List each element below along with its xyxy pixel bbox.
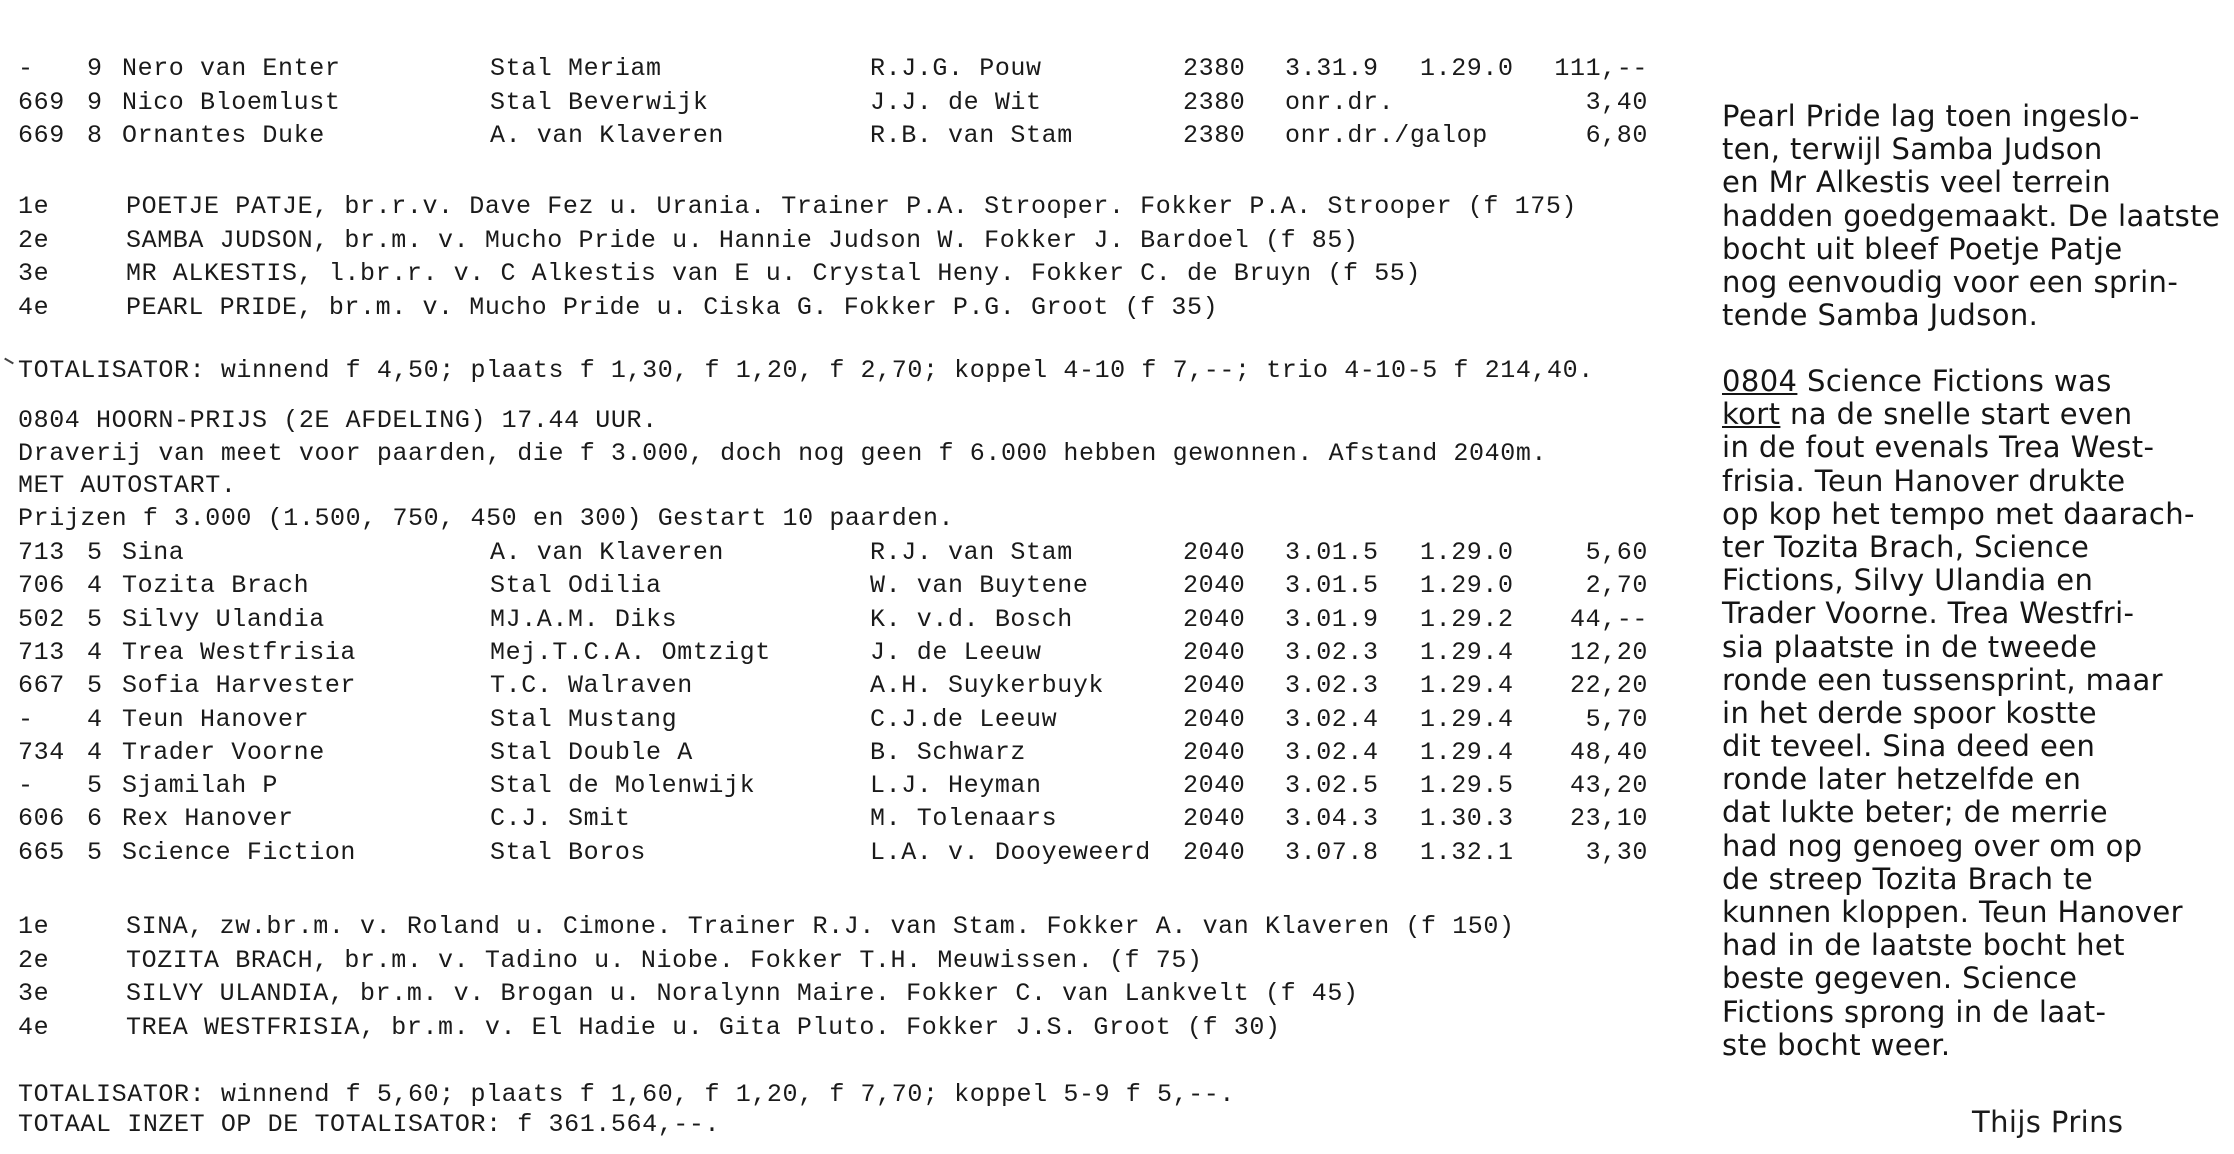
commentary-line: ste bocht weer.: [1722, 1027, 1951, 1062]
cell-horse: Silvy Ulandia: [122, 604, 325, 634]
cell-time: 3.04.3: [1285, 804, 1379, 834]
cell-odds: 3,30: [1585, 837, 1648, 867]
cell-horse: Trea Westfrisia: [122, 637, 357, 667]
cell-dist: 2380: [1183, 87, 1246, 117]
race2-totalisator: TOTALISATOR: winnend f 5,60; plaats f 1,60, f 1,20, f 7,70; koppel 5-9 f 5,--.: [18, 1080, 1235, 1109]
cell-driver: R.J. van Stam: [870, 538, 1073, 567]
cell-horse: Sjamilah P: [122, 771, 279, 801]
cell-horse: Ornantes Duke: [122, 121, 325, 150]
placing-details: TOZITA BRACH, br.m. v. Tadino u. Niobe. Fokker T.H. Meuwissen. (f 75): [126, 945, 1203, 975]
placing-details: MR ALKESTIS, l.br.r. v. C Alkestis van E u. Crystal Heny. Fokker C. de Bruyn (f 55): [126, 259, 1422, 288]
cell-age: 5: [87, 837, 103, 867]
cell-km: 1.29.0: [1420, 571, 1514, 601]
commentary-line: in het derde spoor kostte: [1722, 695, 2097, 730]
cell-horse: Science Fiction: [122, 837, 357, 867]
cell-num: 502: [18, 604, 65, 634]
placing-details: SAMBA JUDSON, br.m. v. Mucho Pride u. Hannie Judson W. Fokker J. Bardoel (f 85): [126, 225, 1359, 255]
cell-odds: 23,10: [1569, 804, 1648, 834]
cell-driver: L.J. Heyman: [870, 771, 1042, 801]
cell-time: onr.dr.: [1285, 87, 1395, 117]
table-row: [0, 636, 1720, 669]
commentary-line: ronde een tussensprint, maar: [1722, 662, 2163, 697]
placing-details: PEARL PRIDE, br.m. v. Mucho Pride u. Ciska G. Fokker P.G. Groot (f 35): [126, 292, 1219, 322]
cell-dist: 2040: [1183, 538, 1246, 567]
placing-rank: 1e: [18, 912, 50, 941]
placing-details: TREA WESTFRISIA, br.m. v. El Hadie u. Gita Pluto. Fokker J.S. Groot (f 30): [126, 1012, 1281, 1042]
race2-total-stake: TOTAAL INZET OP DE TOTALISATOR: f 361.564,--.: [18, 1110, 721, 1139]
cell-time: 3.07.8: [1285, 837, 1379, 867]
cell-driver: M. Tolenaars: [870, 804, 1058, 834]
cell-odds: 111,--: [1554, 54, 1648, 83]
table-row: [0, 603, 1720, 636]
commentary-line: en Mr Alkestis veel terrein: [1722, 165, 2112, 200]
commentary-line: in de fout evenals Trea West-: [1722, 430, 2155, 465]
cell-owner: Stal Boros: [490, 837, 647, 867]
cell-num: 713: [18, 538, 65, 567]
cell-km: 1.29.4: [1420, 737, 1514, 767]
cell-owner: MJ.A.M. Diks: [490, 604, 678, 634]
cell-driver: R.J.G. Pouw: [870, 54, 1042, 83]
cell-driver: R.B. van Stam: [870, 121, 1073, 150]
table-row: [0, 669, 1720, 702]
commentary-paragraph-2: [1722, 365, 2222, 1062]
commentary-line: bocht uit bleef Poetje Patje: [1722, 231, 2123, 266]
cell-time: 3.02.3: [1285, 671, 1379, 701]
placing-row: [0, 190, 1720, 223]
cell-odds: 48,40: [1569, 737, 1648, 767]
cell-km: 1.32.1: [1420, 837, 1514, 867]
cell-dist: 2380: [1183, 121, 1246, 150]
cell-owner: A. van Klaveren: [490, 538, 725, 567]
cell-num: 606: [18, 804, 65, 834]
cell-time: 3.02.3: [1285, 637, 1379, 667]
cell-age: 8: [87, 121, 103, 150]
cell-age: 5: [87, 604, 103, 634]
placing-row: [0, 977, 1720, 1010]
cell-driver: W. van Buytene: [870, 571, 1089, 601]
cell-driver: A.H. Suykerbuyk: [870, 671, 1105, 701]
placing-rank: 1e: [18, 192, 50, 221]
cell-time: 3.01.5: [1285, 538, 1379, 567]
placing-row: [0, 944, 1720, 977]
cell-num: 665: [18, 837, 65, 867]
placing-row: [0, 910, 1720, 943]
cell-owner: A. van Klaveren: [490, 121, 725, 150]
race1-totalisator: TOTALISATOR: winnend f 4,50; plaats f 1,30, f 1,20, f 2,70; koppel 4-10 f 7,--; trio 4-10-5 f 214,40.: [18, 356, 1594, 385]
cell-horse: Teun Hanover: [122, 704, 310, 734]
commentary-line: dit teveel. Sina deed een: [1722, 729, 2096, 764]
cell-owner: Stal Meriam: [490, 54, 662, 83]
cell-horse: Sina: [122, 538, 185, 567]
cell-odds: 6,80: [1585, 121, 1648, 150]
table-row: [0, 119, 1720, 152]
cell-odds: 2,70: [1585, 571, 1648, 601]
cell-km: 1.29.0: [1420, 54, 1514, 83]
placing-row: [0, 291, 1720, 324]
cell-num: 669: [18, 121, 65, 150]
cell-time: 3.01.9: [1285, 604, 1379, 634]
commentary-line: ronde later hetzelfde en: [1722, 762, 2082, 797]
race2-start-type: MET AUTOSTART.: [18, 471, 237, 500]
commentary-line: had nog genoeg over om op: [1722, 828, 2143, 863]
cell-horse: Trader Voorne: [122, 737, 325, 767]
placing-rank: 4e: [18, 292, 50, 322]
cell-num: 713: [18, 637, 65, 667]
commentary-line: ter Tozita Brach, Science: [1722, 529, 2090, 564]
commentary-line: 0804 Science Fictions was: [1722, 364, 2112, 398]
cell-horse: Tozita Brach: [122, 571, 310, 601]
placing-row: [0, 1011, 1720, 1044]
cell-odds: 22,20: [1569, 671, 1648, 701]
cell-num: 734: [18, 737, 65, 767]
cell-owner: Mej.T.C.A. Omtzigt: [490, 637, 771, 667]
cell-num: 667: [18, 671, 65, 701]
placing-rank: 2e: [18, 225, 50, 255]
table-row: [0, 769, 1720, 802]
cell-dist: 2040: [1183, 704, 1246, 734]
cell-num: 706: [18, 571, 65, 601]
commentary-line: ten, terwijl Samba Judson: [1722, 132, 2103, 167]
cell-km: 1.30.3: [1420, 804, 1514, 834]
cell-owner: T.C. Walraven: [490, 671, 693, 701]
cell-age: 4: [87, 737, 103, 767]
cell-num: -: [18, 54, 34, 83]
cell-km: 1.29.4: [1420, 671, 1514, 701]
placing-details: SINA, zw.br.m. v. Roland u. Cimone. Trainer R.J. van Stam. Fokker A. van Klaveren (f 150): [126, 912, 1515, 941]
author-signature: Thijs Prins: [1972, 1105, 2124, 1139]
cell-horse: Nero van Enter: [122, 54, 341, 83]
commentary-line: sia plaatste in de tweede: [1722, 629, 2098, 664]
placing-details: POETJE PATJE, br.r.v. Dave Fez u. Urania. Trainer P.A. Strooper. Fokker P.A. Strooper (f 175): [126, 192, 1578, 221]
placing-rank: 3e: [18, 979, 50, 1008]
cell-dist: 2040: [1183, 637, 1246, 667]
table-row: [0, 703, 1720, 736]
cell-driver: C.J.de Leeuw: [870, 704, 1058, 734]
cell-driver: J. de Leeuw: [870, 637, 1042, 667]
placing-rank: 3e: [18, 259, 50, 288]
cell-owner: C.J. Smit: [490, 804, 631, 834]
cell-odds: 5,70: [1585, 704, 1648, 734]
cell-age: 9: [87, 87, 103, 117]
commentary-line: kort na de snelle start even: [1722, 397, 2133, 432]
cell-km: 1.29.4: [1420, 704, 1514, 734]
race2-title: 0804 HOORN-PRIJS (2E AFDELING) 17.44 UUR.: [18, 406, 658, 435]
cell-dist: 2040: [1183, 604, 1246, 634]
race2-description: Draverij van meet voor paarden, die f 3.000, doch nog geen f 6.000 hebben gewonnen. Afstand 2040m.: [18, 439, 1548, 468]
cell-driver: B. Schwarz: [870, 737, 1027, 767]
table-row: [0, 86, 1720, 119]
cell-dist: 2040: [1183, 804, 1246, 834]
cell-time: 3.31.9: [1285, 54, 1379, 83]
cell-odds: 3,40: [1585, 87, 1648, 117]
cell-owner: Stal de Molenwijk: [490, 771, 756, 801]
cell-time: 3.02.4: [1285, 704, 1379, 734]
commentary-line: had in de laatste bocht het: [1722, 928, 2125, 963]
commentary-line: nog eenvoudig voor een sprin-: [1722, 264, 2179, 299]
cell-num: -: [18, 704, 34, 734]
cell-odds: 5,60: [1585, 538, 1648, 567]
scan-mark: [4, 358, 14, 365]
cell-km: 1.29.0: [1420, 538, 1514, 567]
cell-odds: 12,20: [1569, 637, 1648, 667]
placing-rank: 2e: [18, 945, 50, 975]
placing-row: [0, 257, 1720, 290]
cell-km: 1.29.2: [1420, 604, 1514, 634]
commentary-line: Fictions sprong in de laat-: [1722, 994, 2107, 1029]
cell-driver: K. v.d. Bosch: [870, 604, 1073, 634]
race2-prizes: Prijzen f 3.000 (1.500, 750, 450 en 300) Gestart 10 paarden.: [18, 504, 955, 533]
commentary-line: Fictions, Silvy Ulandia en: [1722, 563, 2094, 598]
cell-age: 6: [87, 804, 103, 834]
cell-dist: 2040: [1183, 737, 1246, 767]
commentary-line: kunnen kloppen. Teun Hanover: [1722, 895, 2183, 929]
cell-dist: 2040: [1183, 771, 1246, 801]
commentary-line: de streep Tozita Brach te: [1722, 861, 2094, 896]
cell-horse: Sofia Harvester: [122, 671, 357, 701]
race-code: 0804: [1722, 364, 1798, 398]
commentary-line: beste gegeven. Science: [1722, 961, 2078, 996]
cell-age: 5: [87, 671, 103, 701]
commentary-paragraph-1: [1722, 100, 2222, 332]
cell-owner: Stal Odilia: [490, 571, 662, 601]
cell-driver: J.J. de Wit: [870, 87, 1042, 117]
underlined-word: kort: [1722, 397, 1781, 432]
commentary-line: tende Samba Judson.: [1722, 298, 2039, 333]
cell-odds: 43,20: [1569, 771, 1648, 801]
cell-dist: 2040: [1183, 571, 1246, 601]
placing-details: SILVY ULANDIA, br.m. v. Brogan u. Noralynn Maire. Fokker C. van Lankvelt (f 45): [126, 979, 1359, 1008]
commentary-line: Trader Voorne. Trea Westfri-: [1722, 596, 2135, 631]
placing-rank: 4e: [18, 1012, 50, 1042]
cell-driver: L.A. v. Dooyeweerd: [870, 837, 1151, 867]
table-row: [0, 836, 1720, 869]
cell-owner: Stal Mustang: [490, 704, 678, 734]
cell-dist: 2380: [1183, 54, 1246, 83]
cell-age: 4: [87, 571, 103, 601]
cell-time: 3.02.5: [1285, 771, 1379, 801]
cell-num: 669: [18, 87, 65, 117]
table-row: [0, 536, 1720, 569]
cell-km: 1.29.4: [1420, 637, 1514, 667]
table-row: [0, 52, 1720, 85]
cell-age: 5: [87, 771, 103, 801]
commentary-line: hadden goedgemaakt. De laatste: [1722, 198, 2221, 233]
cell-time: 3.02.4: [1285, 737, 1379, 767]
table-row: [0, 736, 1720, 769]
cell-age: 5: [87, 538, 103, 567]
cell-owner: Stal Double A: [490, 737, 693, 767]
cell-num: -: [18, 771, 34, 801]
placing-row: [0, 224, 1720, 257]
cell-age: 9: [87, 54, 103, 83]
commentary-line: frisia. Teun Hanover drukte: [1722, 463, 2126, 498]
cell-km: 1.29.5: [1420, 771, 1514, 801]
cell-age: 4: [87, 704, 103, 734]
cell-dist: 2040: [1183, 671, 1246, 701]
table-row: [0, 802, 1720, 835]
commentary-line: op kop het tempo met daarach-: [1722, 496, 2195, 531]
cell-time: 3.01.5: [1285, 571, 1379, 601]
commentary-line: dat lukte beter; de merrie: [1722, 795, 2108, 830]
cell-owner: Stal Beverwijk: [490, 87, 709, 117]
commentary-line: Pearl Pride lag toen ingeslo-: [1722, 99, 2140, 133]
cell-dist: 2040: [1183, 837, 1246, 867]
cell-time: onr.dr./galop: [1285, 121, 1488, 150]
cell-horse: Nico Bloemlust: [122, 87, 341, 117]
cell-odds: 44,--: [1569, 604, 1648, 634]
cell-horse: Rex Hanover: [122, 804, 294, 834]
table-row: [0, 569, 1720, 602]
cell-age: 4: [87, 637, 103, 667]
